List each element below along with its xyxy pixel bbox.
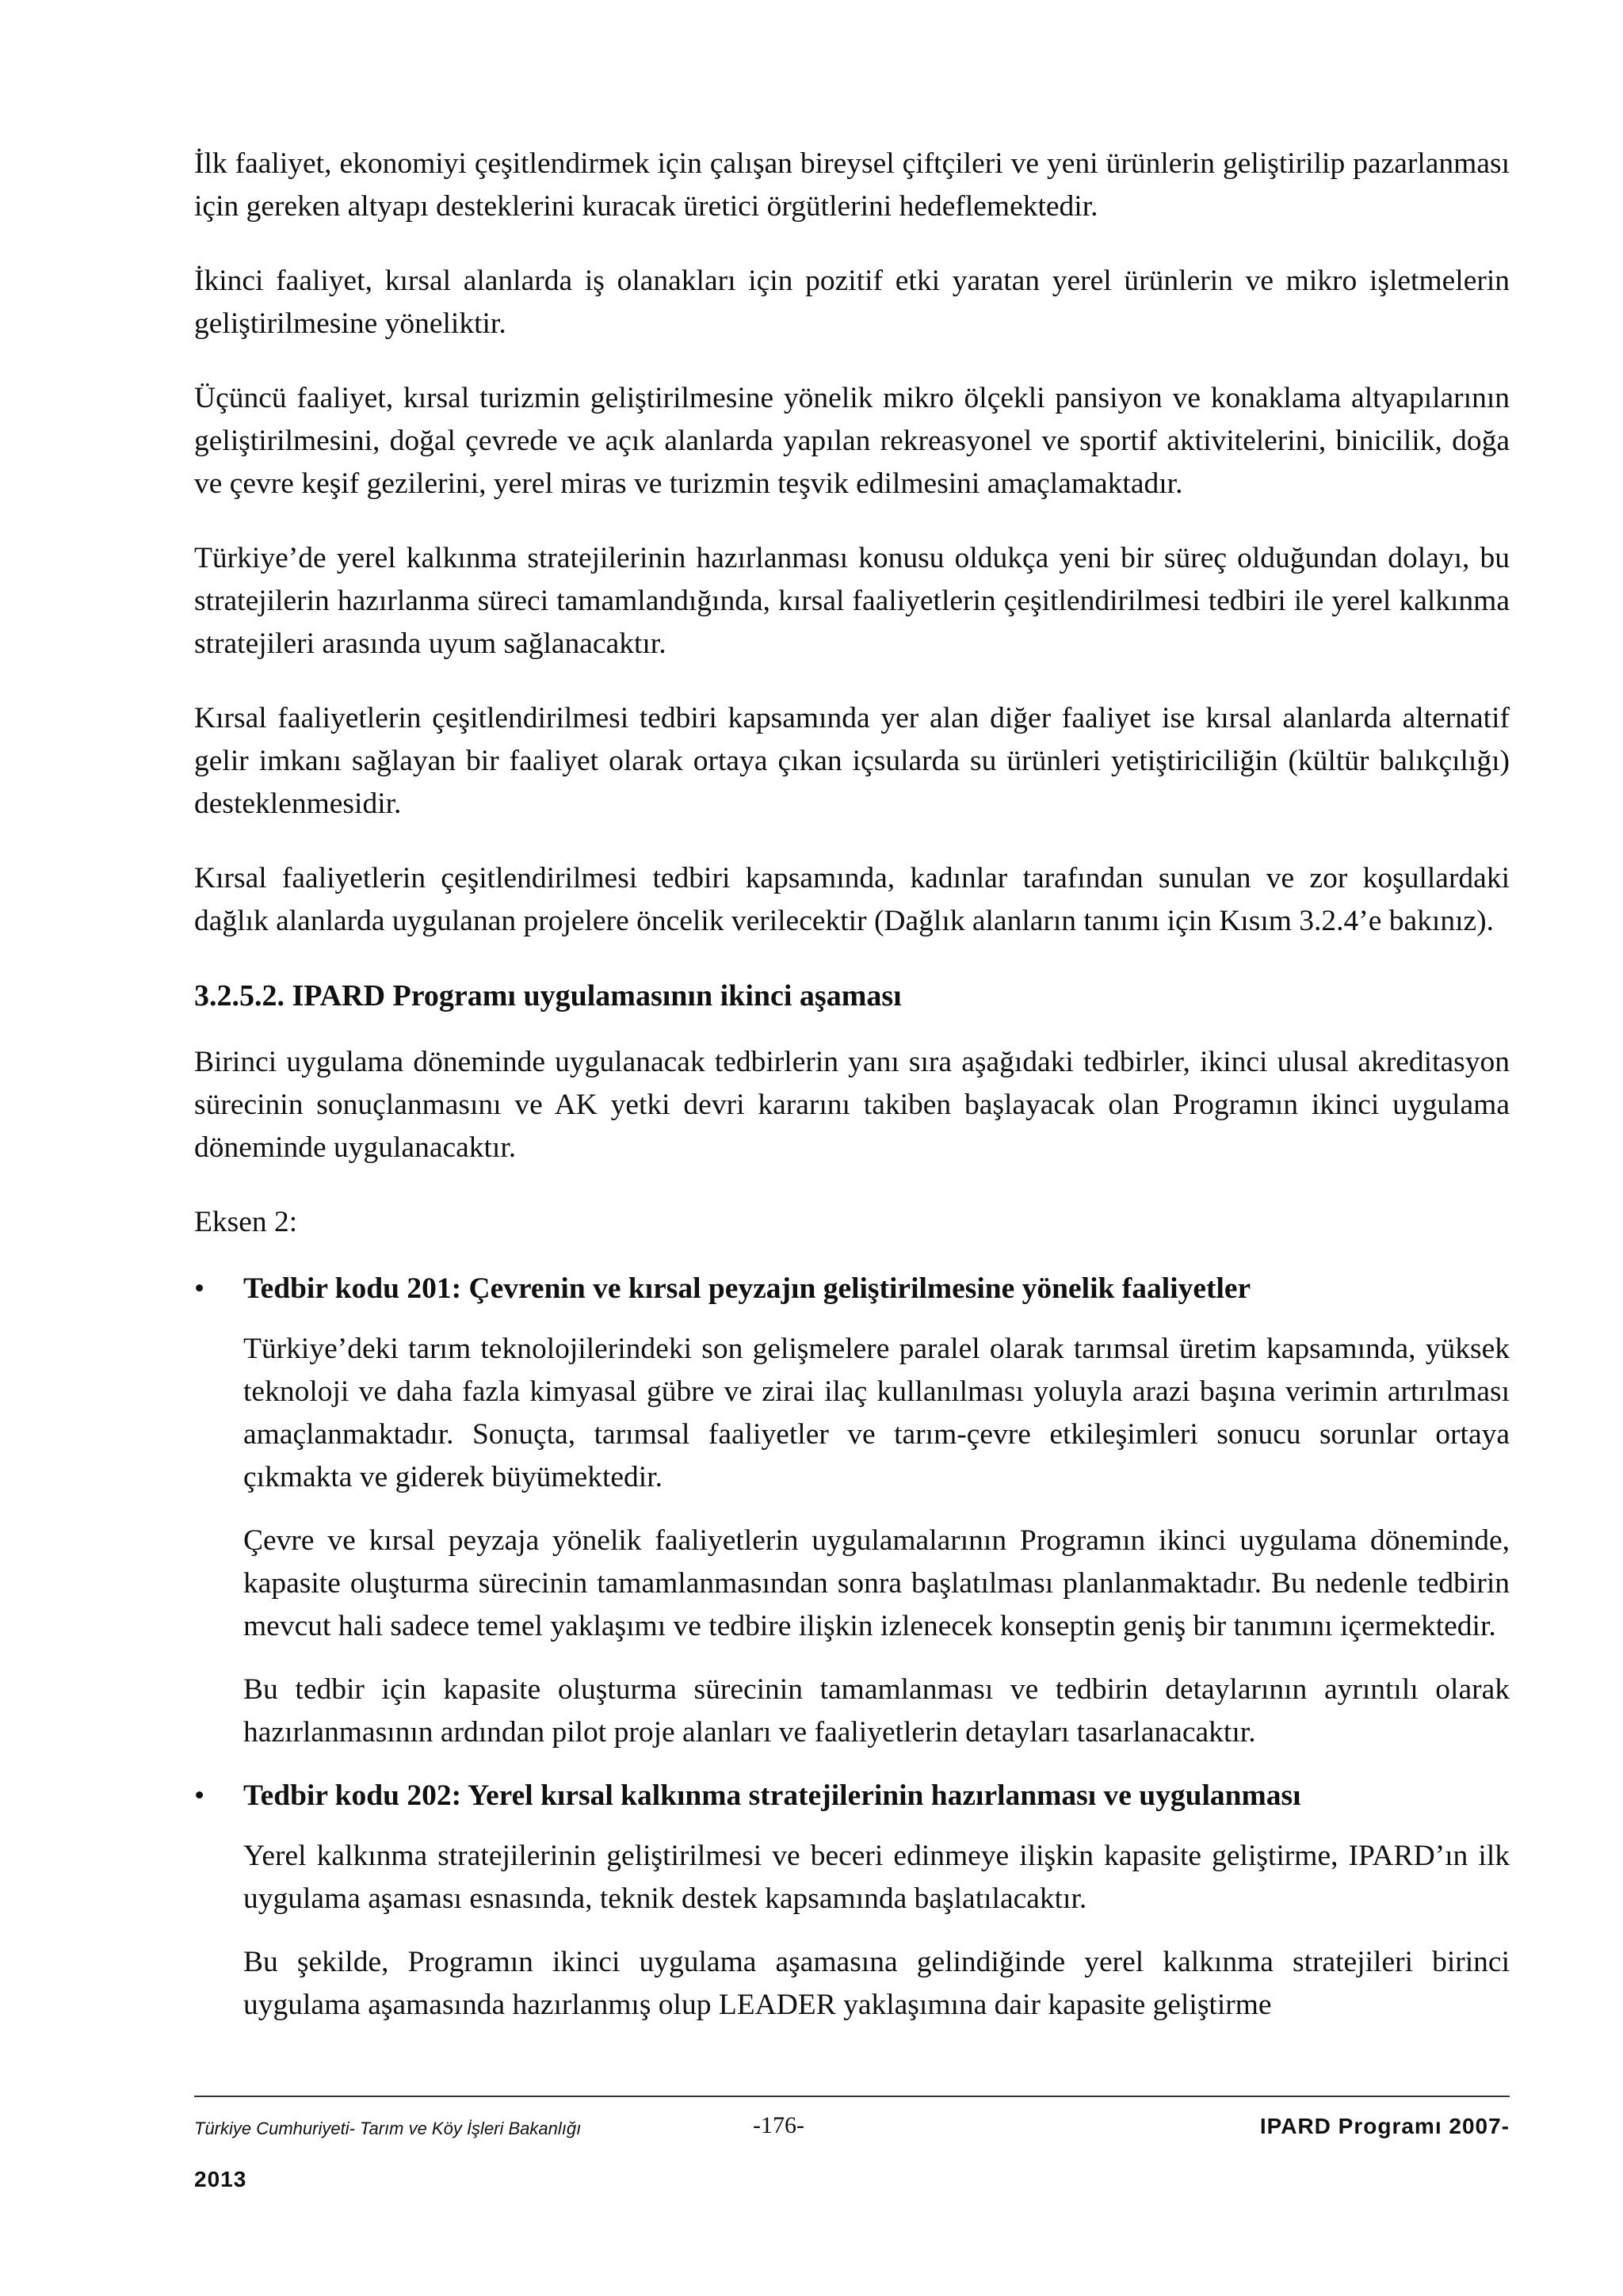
footer-year: 2013 <box>194 2167 247 2191</box>
bullet-marker: • <box>194 1272 205 1305</box>
section-intro: Birinci uygulama döneminde uygulanacak tedbirlerin yanı sıra aşağıdaki tedbirler, ikinci ulusal akreditasyon sürecinin sonuçlanmasını ve AK yetki devri kararını takiben başlayacak olan Programın ikinci uygulama döneminde uygulanacaktır. <box>194 1046 1510 1164</box>
measure-202-paragraph-1: Yerel kalkınma stratejilerinin geliştirilmesi ve beceri edinmeye ilişkin kapasite geliştirme, IPARD’ın ilk uygulama aşaması esnasında, teknik destek kapsamında başlatılacaktır. <box>243 1840 1510 1915</box>
footer-divider <box>194 2096 1510 2097</box>
bullet-measure-202 <box>194 1775 1510 2027</box>
paragraph-4: Türkiye’de yerel kalkınma stratejilerinin hazırlanması konusu oldukça yeni bir süreç olduğundan dolayı, bu stratejilerin hazırlanma süreci tamamlandığında, kırsal faaliyetlerin çeşitlendirilmesi tedbiri ile yerel kalkınma stratejileri arasında uyum sağlanacaktır. <box>194 542 1510 660</box>
measure-201-paragraph-1: Türkiye’deki tarım teknolojilerindeki son gelişmelere paralel olarak tarımsal üretim kapsamında, yüksek teknoloji ve daha fazla kimyasal gübre ve zirai ilaç kullanılması yoluyla arazi başına verimin artırılması amaçlanmaktadır. Sonuçta, tarımsal faaliyetler ve tarım-çevre etkileşimleri sonucu sorunlar ortaya çıkmakta ve giderek büyümektedir. <box>243 1333 1510 1493</box>
paragraph-2: İkinci faaliyet, kırsal alanlarda iş olanakları için pozitif etki yaratan yerel ürünlerin ve mikro işletmelerin geliştirilmesine yöneliktir. <box>194 265 1510 340</box>
page-footer <box>194 2107 1510 2155</box>
measure-201-paragraph-3: Bu tedbir için kapasite oluşturma sürecinin tamamlanması ve tedbirin detaylarının ayrıntılı olarak hazırlanmasının ardından pilot proje alanları ve faaliyetlerin detayları tasarlanacaktır. <box>243 1673 1510 1749</box>
paragraph-6: Kırsal faaliyetlerin çeşitlendirilmesi tedbiri kapsamında, kadınlar tarafından sunulan ve zor koşullardaki dağlık alanlarda uygulanan projelere öncelik verilecektir (Dağlık alanların tanımı için Kısım 3.2.4’e bakınız). <box>194 862 1510 937</box>
axis-label: Eksen 2: <box>194 1206 298 1238</box>
measure-201-title: Tedbir kodu 201: Çevrenin ve kırsal peyzajın geliştirilmesine yönelik faaliyetler <box>243 1272 1251 1305</box>
bullet-measure-201 <box>194 1268 1510 1754</box>
measure-202-paragraph-2: Bu şekilde, Programın ikinci uygulama aşamasına gelindiğinde yerel kalkınma stratejileri birinci uygulama aşamasında hazırlanmış olup LEADER yaklaşımına dair kapasite geliştirme <box>243 1946 1510 2021</box>
measure-201-paragraph-2: Çevre ve kırsal peyzaja yönelik faaliyetlerin uygulamalarının Programın ikinci uygulama döneminde, kapasite oluşturma sürecinin tamamlanmasından sonra başlatılması planlanmaktadır. Bu nedenle tedbirin mevcut hali sadece temel yaklaşımı ve tedbire ilişkin izlenecek konseptin geniş bir tanımını içermektedir. <box>243 1524 1510 1642</box>
page-number: -176- <box>753 2112 804 2138</box>
footer-program-title: IPARD Programı 2007- <box>1259 2114 1510 2138</box>
paragraph-1: İlk faaliyet, ekonomiyi çeşitlendirmek için çalışan bireysel çiftçileri ve yeni ürünlerin geliştirilip pazarlanması için gereken altyapı desteklerini kuracak üretici örgütlerini hedeflemektedir. <box>194 147 1510 223</box>
footer-ministry: Türkiye Cumhuriyeti- Tarım ve Köy İşleri Bakanlığı <box>194 2119 582 2138</box>
paragraph-3: Üçüncü faaliyet, kırsal turizmin geliştirilmesine yönelik mikro ölçekli pansiyon ve konaklama altyapılarının geliştirilmesini, doğal çevrede ve açık alanlarda yapılan rekreasyonel ve sportif aktivitelerini, binicilik, doğa ve çevre keşif gezilerini, yerel miras ve turizmin teşvik edilmesini amaçlamaktadır. <box>194 382 1510 500</box>
page-content <box>194 143 1510 2047</box>
measure-202-title: Tedbir kodu 202: Yerel kırsal kalkınma stratejilerinin hazırlanması ve uygulanması <box>243 1779 1301 1812</box>
section-heading: 3.2.5.2. IPARD Programı uygulamasının ikinci aşaması <box>194 979 902 1013</box>
paragraph-5: Kırsal faaliyetlerin çeşitlendirilmesi tedbiri kapsamında yer alan diğer faaliyet ise kırsal alanlarda alternatif gelir imkanı sağlayan bir faaliyet olarak ortaya çıkan içsularda su ürünleri yetiştiriciliğin (kültür balıkçılığı) desteklenmesidir. <box>194 702 1510 820</box>
bullet-marker: • <box>194 1779 205 1812</box>
